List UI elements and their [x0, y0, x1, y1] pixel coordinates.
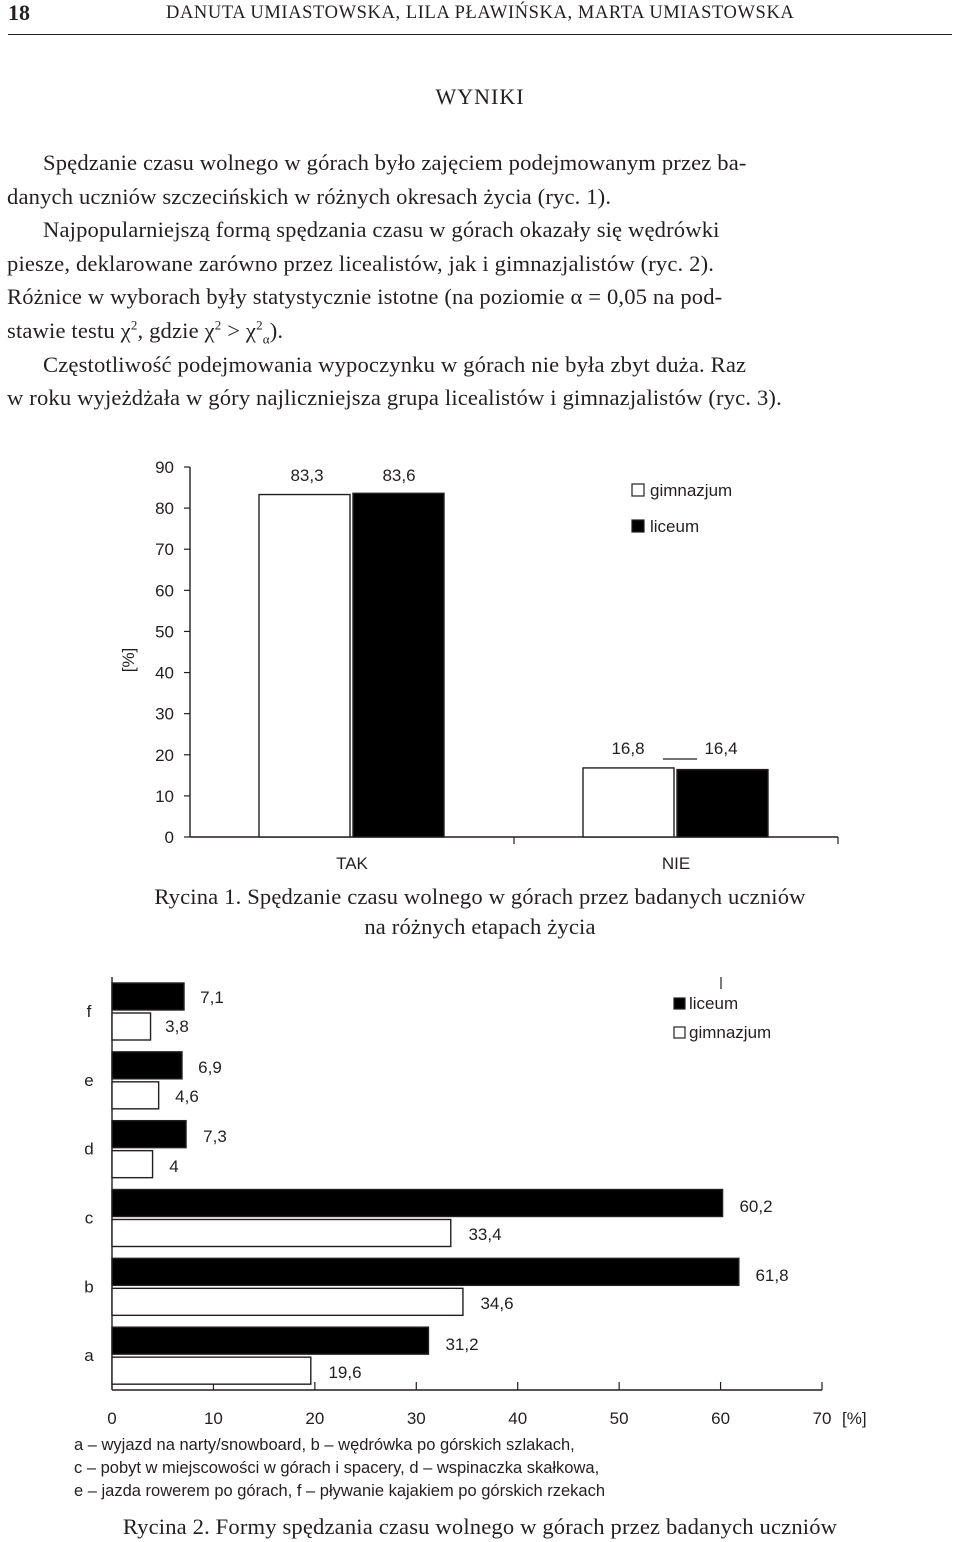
data-label: 6,9 — [198, 1058, 222, 1077]
formula-superscript: 2 — [130, 317, 138, 333]
figure-2-key-line: e – jazda rowerem po górach, f – pływanie kajakiem po górskich rzekach — [74, 1482, 606, 1500]
section-title: WYNIKI — [435, 84, 525, 109]
y-category-label: f — [86, 1002, 92, 1021]
data-label: 4 — [169, 1157, 179, 1176]
running-head-authors: DANUTA UMIASTOWSKA, LILA PŁAWIŃSKA, MARTA UMIASTOWSKA — [166, 3, 795, 23]
legend-label: liceum — [650, 517, 700, 536]
bar-gimnazjum — [112, 1082, 159, 1109]
formula-text: , gdzie χ — [137, 317, 215, 343]
figure-1-caption-line: Rycina 1. Spędzanie czasu wolnego w górach przez badanych uczniów — [154, 884, 806, 909]
legend-label: gimnazjum — [650, 481, 733, 500]
bar-liceum — [112, 1327, 428, 1354]
body-line: Spędzanie czasu wolnego w górach było zajęciem podejmowanym przez ba- — [43, 150, 747, 175]
bar-gimnazjum — [112, 1220, 451, 1247]
y-tick-label: 10 — [155, 786, 174, 806]
legend-label: gimnazjum — [689, 1023, 772, 1042]
y-axis-label: [%] — [119, 647, 138, 673]
formula-text: > χ — [221, 317, 257, 343]
formula-subscript: α — [262, 331, 270, 347]
bar-gimnazjum — [112, 1151, 153, 1178]
y-tick-label: 0 — [164, 828, 174, 847]
figure-2-caption: Rycina 2. Formy spędzania czasu wolnego w górach przez badanych uczniów — [122, 1514, 838, 1539]
data-label: 61,8 — [755, 1266, 789, 1285]
formula-text: ). — [269, 317, 284, 343]
y-tick-label: 80 — [155, 499, 174, 519]
data-label: 33,4 — [468, 1225, 502, 1244]
bar-gimnazjum — [112, 1357, 311, 1384]
formula-text: stawie testu χ — [7, 317, 131, 343]
legend — [674, 994, 771, 1042]
x-tick-label: 30 — [406, 1409, 426, 1428]
page-number: 18 — [8, 0, 30, 25]
y-tick-label: 20 — [155, 745, 174, 765]
data-label: 83,6 — [382, 466, 416, 485]
y-category-label: c — [84, 1208, 94, 1228]
body-line: Częstotliwość podejmowania wypoczynku w górach nie była zbyt duża. Raz — [43, 351, 747, 377]
body-line: Najpopularniejszą formą spędzania czasu w górach okazały się wędrówki — [43, 217, 720, 243]
data-label: 31,2 — [445, 1335, 479, 1354]
bar-liceum — [112, 1258, 739, 1285]
figure-2-key-line: c – pobyt w miejscowości w górach i spacery, d – wspinaczka skałkowa, — [74, 1459, 600, 1477]
formula-superscript: 2 — [214, 317, 222, 333]
figure-1-caption-line: na różnych etapach życia — [364, 914, 596, 939]
data-label: 3,8 — [165, 1017, 189, 1036]
x-axis-label: [%] — [842, 1409, 867, 1428]
x-tick-label: 70 — [812, 1409, 832, 1428]
legend-label: liceum — [689, 994, 739, 1013]
body-line: w roku wyjeżdżała w góry najliczniejsza grupa licealistów i gimnazjalistów (ryc. 3). — [7, 385, 782, 411]
body-line: danych uczniów szczecińskich w różnych okresach życia (ryc. 1). — [7, 183, 612, 209]
y-category-label: a — [84, 1346, 94, 1366]
x-tick-label: 10 — [203, 1409, 223, 1428]
y-tick-label: 50 — [155, 622, 174, 642]
y-tick-label: 70 — [155, 540, 174, 560]
x-tick-label: 40 — [508, 1409, 528, 1428]
x-tick-label: 50 — [609, 1409, 629, 1428]
x-category-label: TAK — [336, 854, 368, 873]
data-label: 83,3 — [290, 466, 324, 485]
y-category-label: b — [84, 1277, 94, 1297]
figure-2-key-line: a – wyjazd na narty/snowboard, b – wędrówka po górskich szlakach, — [74, 1436, 575, 1454]
data-label: 16,8 — [611, 739, 645, 758]
figure-2-key — [74, 1434, 605, 1503]
bar-liceum — [112, 1052, 182, 1079]
y-tick-label: 60 — [155, 581, 174, 601]
legend-swatch — [674, 1027, 685, 1038]
formula-superscript: 2 — [256, 317, 263, 333]
y-tick-label: 40 — [155, 663, 174, 683]
x-category-label: NIE — [661, 854, 691, 873]
bar-liceum — [112, 983, 184, 1010]
body-line: piesze, deklarowane zarówno przez licealistów, jak i gimnazjalistów (ryc. 2). — [7, 250, 715, 276]
data-label: 60,2 — [739, 1197, 773, 1216]
data-label: 4,6 — [175, 1087, 199, 1106]
data-label: 7,3 — [203, 1127, 227, 1146]
y-category-label: d — [84, 1139, 94, 1159]
bar-gimnazjum — [112, 1013, 151, 1040]
body-line: Różnice w wyborach były statystycznie istotne (na poziomie α = 0,05 na pod- — [7, 284, 723, 310]
data-label: 34,6 — [480, 1294, 514, 1313]
y-category-label: e — [84, 1070, 94, 1090]
x-tick-label: 20 — [305, 1409, 325, 1428]
legend-swatch — [674, 998, 685, 1009]
bar-gimnazjum — [112, 1288, 463, 1315]
bar-liceum — [112, 1121, 186, 1148]
data-label: 16,4 — [704, 739, 738, 758]
y-tick-label: 30 — [155, 704, 174, 724]
data-label: 19,6 — [328, 1363, 362, 1382]
bar-liceum — [112, 1190, 723, 1217]
data-label: 7,1 — [200, 988, 224, 1007]
y-tick-label: 90 — [155, 458, 174, 477]
x-tick-label: 60 — [711, 1409, 731, 1428]
x-tick-label: 0 — [107, 1409, 117, 1428]
